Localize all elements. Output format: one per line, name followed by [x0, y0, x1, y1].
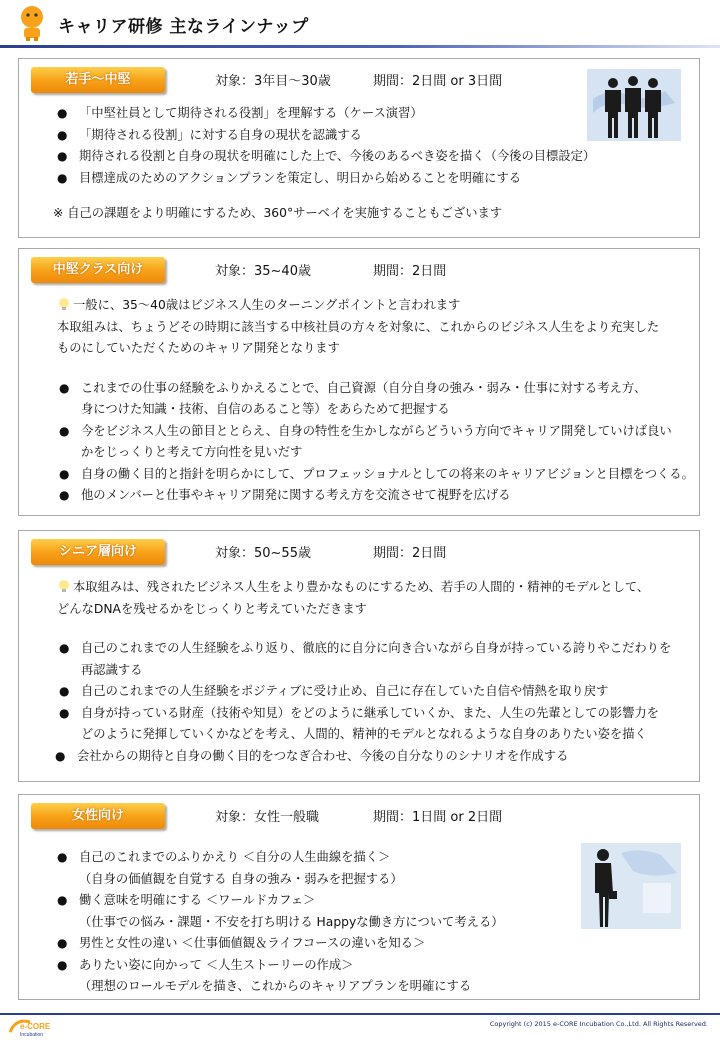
list-item-continuation: どのように発揮していくかなどを考え、人間的、精神的モデルとなれるような自身のありたい姿を描く: [81, 727, 647, 741]
section-content: [57, 577, 689, 767]
target-text: 対象：女性一般職: [215, 810, 320, 825]
note-text: ※ 自己の課題をより明確にするため、360°サーベイを実施することもございます: [53, 206, 503, 220]
list-item: ● 「期待される役割」に対する自身の現状を認識する: [55, 125, 689, 147]
list-item-continuation: 再認識する: [81, 662, 143, 677]
list-item: ● 働く意味を明確にする ＜ワールドカフェ＞: [55, 890, 689, 912]
period-text: 期間：2日間: [373, 264, 447, 279]
mascot-icon: [18, 4, 46, 42]
list-item: ● 他のメンバーと仕事やキャリア開発に関する考え方を交流させて視野を広げる: [57, 485, 689, 507]
list-item: ● 期待される役割と自身の現状を明確にした上で、今後のあるべき姿を描く（今後の目標設定）: [55, 146, 689, 168]
intro-line: [57, 295, 689, 317]
intro-line: どんなDNAを残せるかをじっくりと考えていただきます: [57, 601, 367, 616]
target-text: 対象：50~55歳: [215, 546, 311, 561]
intro-text: 本取組みは、残されたビジネス人生をより豊かなものにするため、若手の人間的・精神的モデルとして、: [73, 580, 650, 594]
section-tag: 女性向け: [31, 803, 165, 829]
list-item-continuation: （理想のロールモデルを描き、これからのキャリアプランを明確にする: [79, 979, 472, 993]
lightbulb-icon: [57, 579, 71, 593]
list-item: ● これまでの仕事の経験をふりかえることで、自己資源（自分自身の強み・弱み・仕事に対する考え方、: [57, 378, 689, 400]
target-text: 対象：3年目～30歳: [215, 74, 331, 89]
section-tag: 中堅クラス向け: [31, 257, 165, 283]
list-item-continuation: かをじっくりと考えて方向性を見いだす: [81, 445, 303, 459]
target-text: 対象：35~40歳: [215, 264, 311, 279]
list-item: ● 自身の働く目的と指針を明らかにして、プロフェッショナルとしての将来のキャリアビジョンと目標をつくる。: [57, 464, 689, 486]
period-text: 期間：2日間: [373, 546, 447, 561]
list-item: ● ありたい姿に向かって ＜人生ストーリーの作成＞: [55, 955, 689, 977]
section-content: [55, 847, 689, 998]
list-item: ● 今をビジネス人生の節目ととらえ、自身の特性を生かしながらどういう方向でキャリア開発していけば良い: [57, 421, 689, 443]
list-item-continuation: （自身の価値観を自覚する 自身の強み・弱みを把握する）: [79, 871, 403, 886]
header-rule: [0, 45, 720, 48]
footer-rule: [0, 1013, 720, 1015]
intro-line: [57, 577, 689, 599]
section-women: [18, 794, 700, 1000]
page-header: [0, 0, 720, 46]
intro-line: ものにしていただくためのキャリア開発となります: [57, 341, 340, 355]
section-mid-class: [18, 248, 700, 516]
period-text: 期間：2日間 or 3日間: [373, 74, 503, 89]
copyright-text: Copyright (c) 2015 e-CORE Incubation Co.,Ltd. All Rights Reserved.: [489, 1020, 708, 1028]
list-item: ● 目標達成のためのアクションプランを策定し、明日から始めることを明確にする: [55, 168, 689, 190]
section-content: [55, 103, 689, 225]
company-logo: [6, 1016, 66, 1038]
list-item: ● 自己のこれまでの人生経験をふり返り、徹底的に自分に向き合いながら自身が持っている誇りやこだわりを: [57, 638, 689, 660]
list-item: ● 「中堅社員として期待される役割」を理解する（ケース演習）: [55, 103, 689, 125]
list-item: ● 自己のこれまでの人生経験をポジティブに受け止め、自己に存在していた自信や情熱を取り戻す: [57, 681, 689, 703]
section-tag: シニア層向け: [31, 539, 165, 565]
section-tag: 若手～中堅: [31, 67, 165, 93]
list-item-continuation: 身につけた知識・技術、自信のあること等）をあらためて把握する: [81, 402, 450, 416]
intro-text: 一般に、35～40歳はビジネス人生のターニングポイントと言われます: [73, 298, 461, 312]
lightbulb-icon: [57, 297, 71, 311]
section-young-mid: [18, 58, 700, 238]
list-item: ● 男性と女性の違い ＜仕事価値観＆ライフコースの違いを知る＞: [55, 933, 689, 955]
svg-text:Incubation: Incubation: [20, 1032, 44, 1038]
intro-line: 本取組みは、ちょうどその時期に該当する中核社員の方々を対象に、これからのビジネス人生をより充実した: [57, 319, 660, 334]
svg-text:e-CORE: e-CORE: [20, 1022, 51, 1031]
section-senior: [18, 530, 700, 782]
list-item: ● 自身が持っている財産（技術や知見）をどのように継承していくか、また、人生の先輩としての影響力を: [57, 703, 689, 725]
list-item: ● 自己のこれまでのふりかえり ＜自分の人生曲線を描く＞: [55, 847, 689, 869]
period-text: 期間：1日間 or 2日間: [373, 810, 503, 825]
section-content: [57, 295, 694, 507]
list-item-continuation: （仕事での悩み・課題・不安を打ち明ける Happyな働き方について考える）: [79, 914, 504, 929]
list-item: ● 会社からの期待と自身の働く目的をつなぎ合わせ、今後の自分なりのシナリオを作成する: [53, 746, 689, 768]
page-title: キャリア研修 主なラインナップ: [58, 17, 309, 37]
